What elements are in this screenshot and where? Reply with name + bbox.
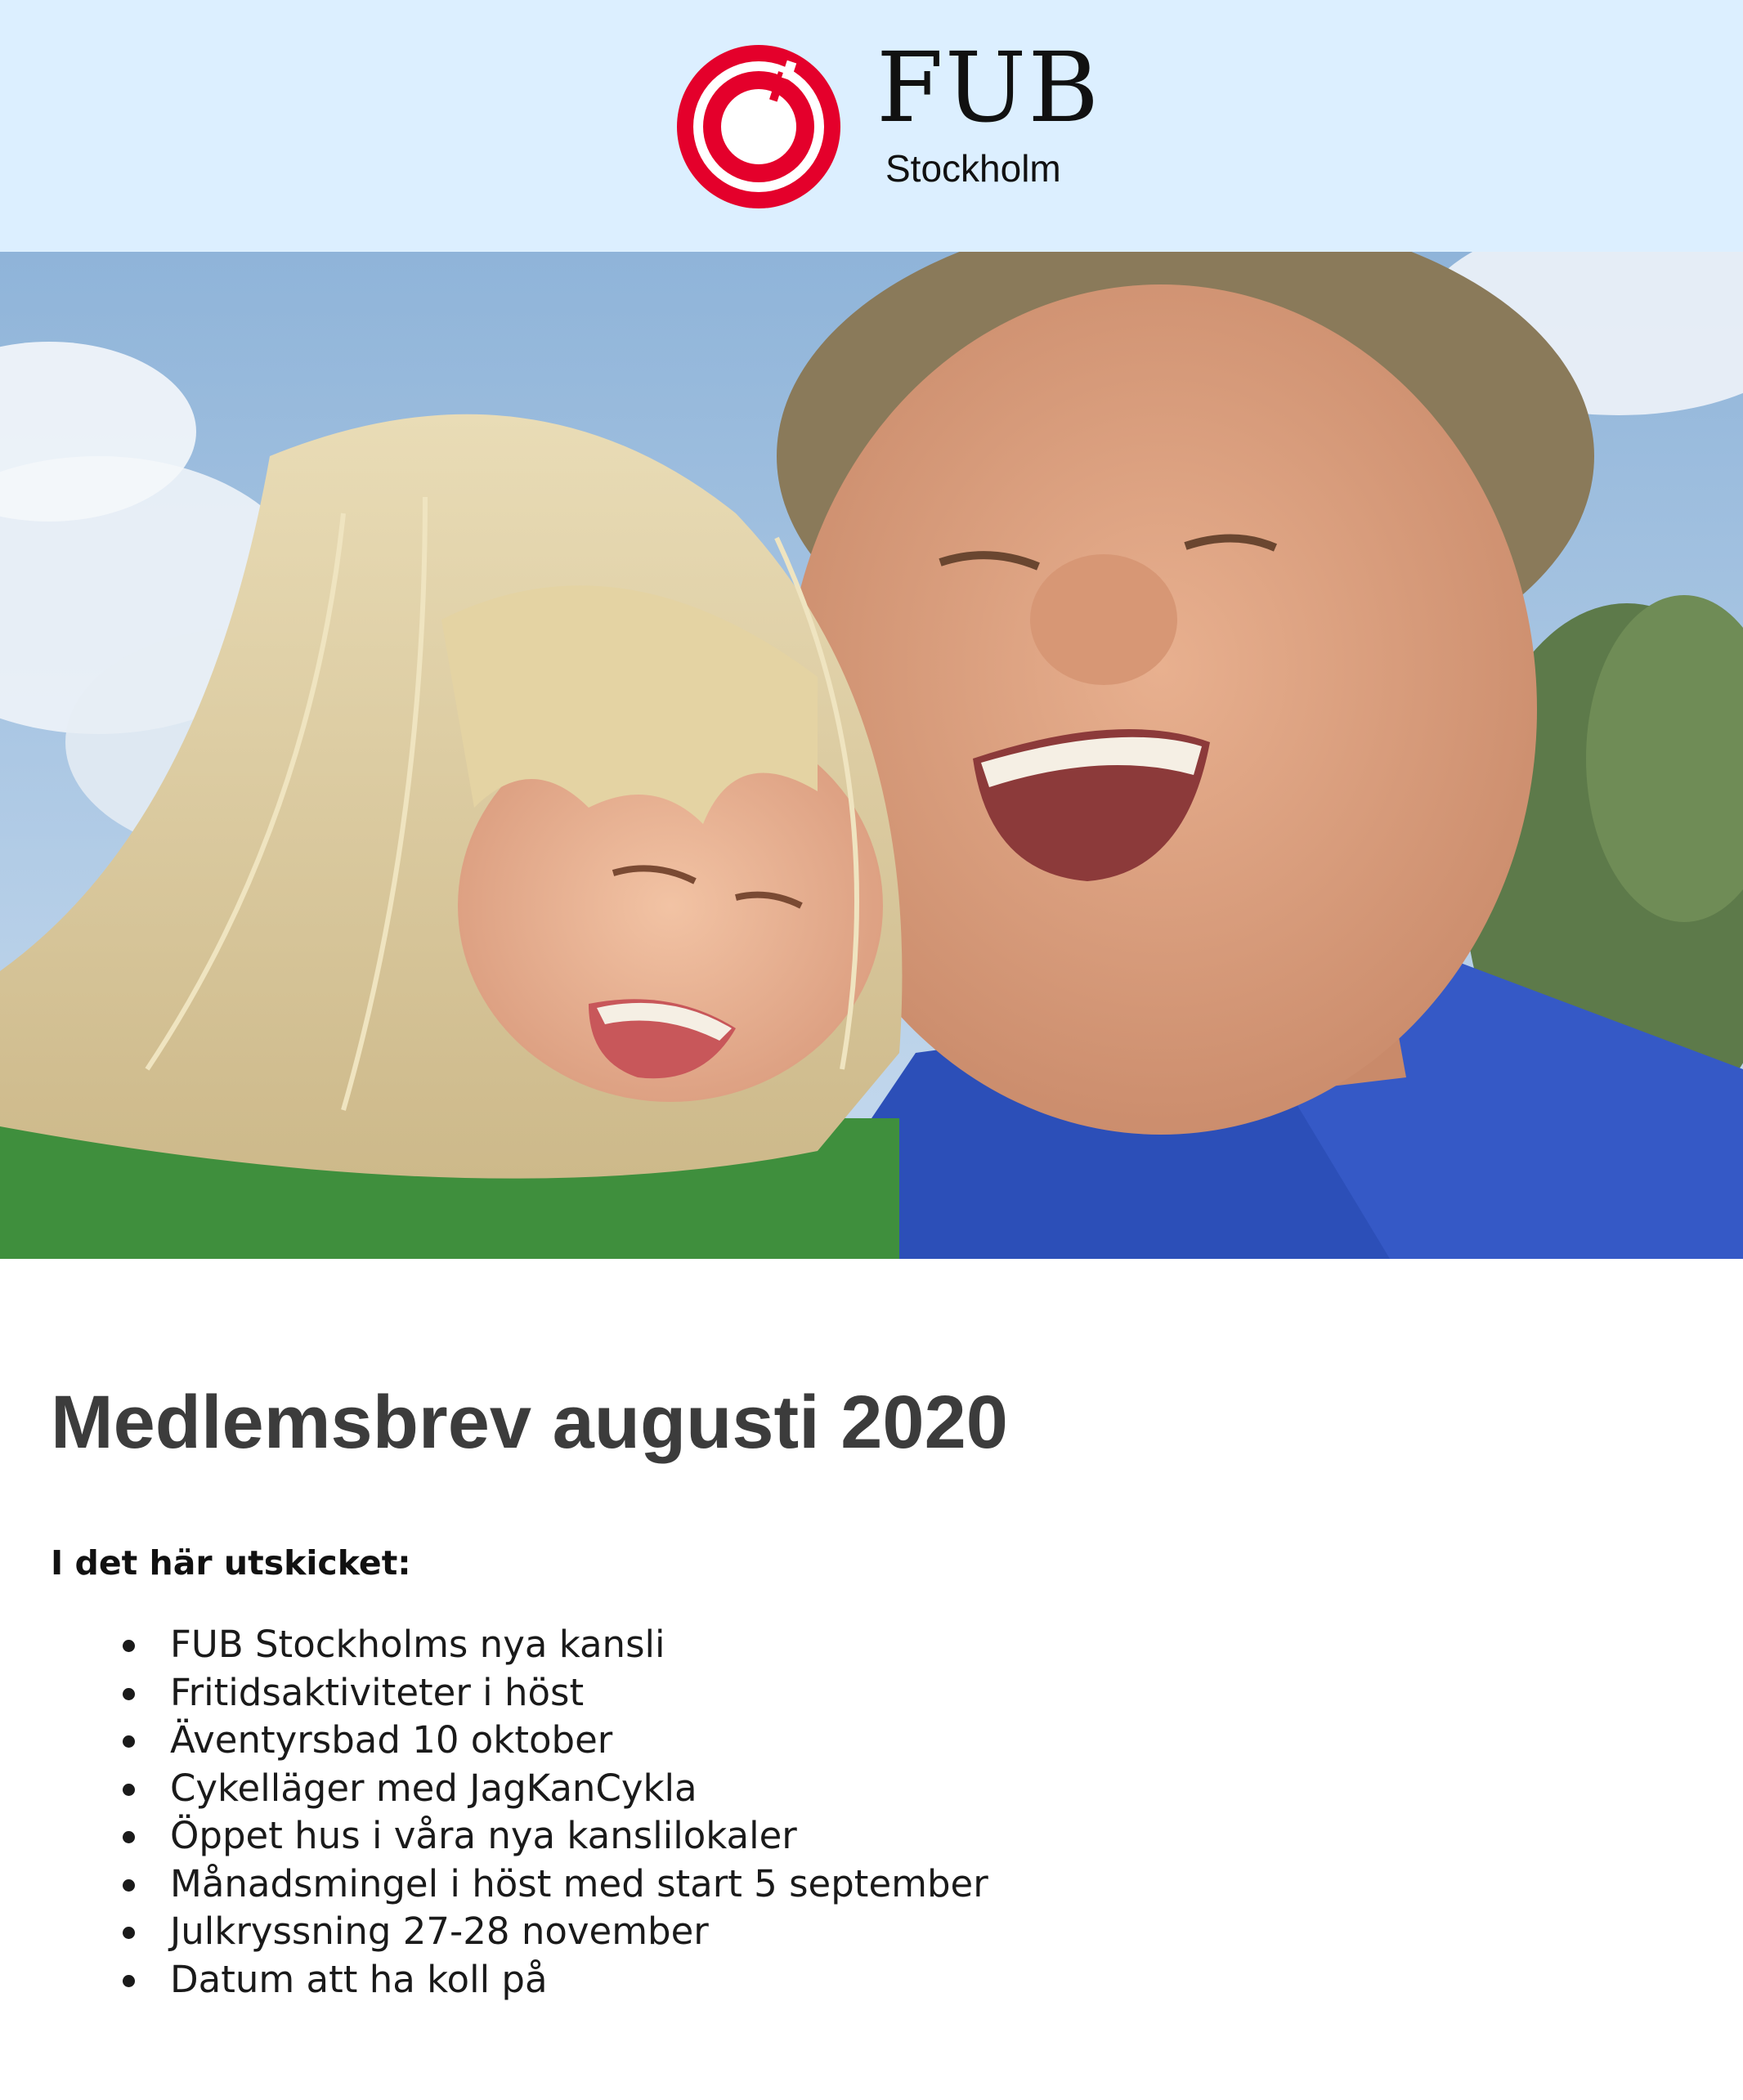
logo-wordmark: FUB (876, 31, 1101, 144)
logo-city-name: Stockholm (885, 147, 1061, 190)
list-item: Julkryssning 27-28 november (119, 1908, 988, 1956)
list-item: Månadsmingel i höst med start 5 september (119, 1860, 988, 1909)
list-item: Äventyrsbad 10 oktober (119, 1717, 988, 1765)
hero-photo (0, 252, 1743, 1259)
list-item: Datum att ha koll på (119, 1956, 988, 2004)
header-banner (0, 0, 1743, 252)
list-item: FUB Stockholms nya kansli (119, 1621, 988, 1669)
section-subtitle: I det här utskicket: (51, 1543, 411, 1583)
page-title: Medlemsbrev augusti 2020 (51, 1381, 1008, 1464)
list-item: Öppet hus i våra nya kanslilokaler (119, 1812, 988, 1860)
contents-list (119, 1621, 988, 2004)
fub-ring-logo-icon (669, 37, 849, 217)
list-item: Fritidsaktiviteter i höst (119, 1669, 988, 1717)
hero-photo-illustration (0, 252, 1743, 1259)
list-item: Cykelläger med JagKanCykla (119, 1765, 988, 1813)
